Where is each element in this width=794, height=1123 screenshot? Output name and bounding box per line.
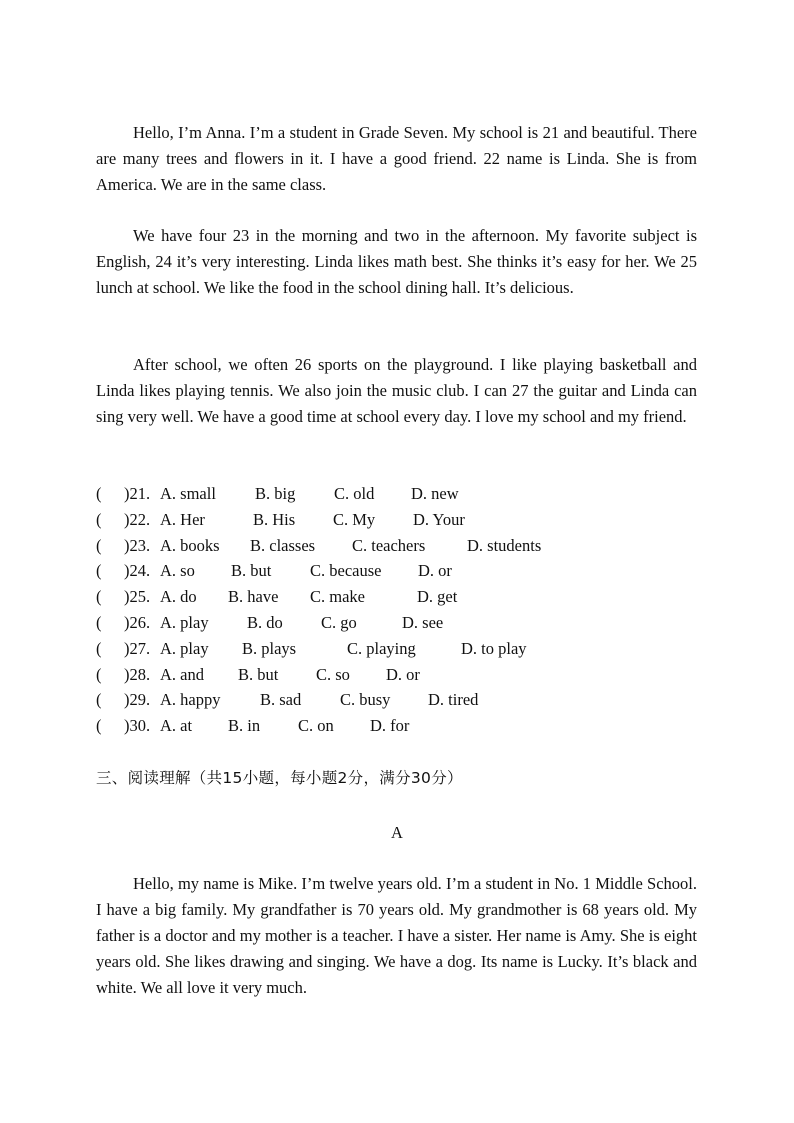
option-a: A. play (160, 612, 209, 632)
section-heading: 三、阅读理解（共15小题，每小题2分，满分30分） (96, 769, 463, 787)
option-c: C. My (333, 509, 376, 529)
question-number: )26. (124, 612, 151, 632)
question-row (96, 636, 716, 662)
answer-blank-open: ( (96, 484, 102, 503)
answer-blank-open: ( (96, 716, 102, 736)
answer-blank-open: ( (96, 509, 102, 529)
option-b: B. sad (260, 690, 302, 710)
option-d: D. see (402, 612, 444, 632)
question-row (96, 713, 716, 739)
question-row (96, 584, 716, 610)
option-a: A. and (160, 664, 204, 684)
option-b: B. do (247, 612, 283, 632)
question-row (96, 687, 716, 713)
option-d: D. Your (413, 509, 465, 529)
question-row (96, 662, 716, 688)
answer-options-list (96, 481, 716, 739)
option-c: C. busy (340, 690, 391, 710)
option-c: C. on (298, 716, 334, 736)
option-c: C. old (334, 484, 375, 503)
question-number: )28. (124, 664, 151, 684)
question-number: )25. (124, 587, 151, 607)
option-a: A. play (160, 638, 209, 658)
answer-blank-open: ( (96, 535, 102, 555)
question-number: )21. (124, 484, 151, 503)
question-row (96, 507, 716, 533)
option-d: D. students (467, 535, 542, 555)
option-a: A. small (160, 484, 216, 503)
option-d: D. tired (428, 690, 479, 710)
answer-blank-open: ( (96, 612, 102, 632)
option-b: B. plays (242, 638, 297, 658)
cloze-paragraph-3: After school, we often 26 sports on the playground. I like playing basketball and Linda likes playing tennis. We also join the music club. I can 27 the guitar and Linda can sing very well. We have a good time at school every day. I love my school and my friend. (96, 355, 697, 426)
passage-letter: A (391, 823, 403, 842)
option-b: B. in (228, 716, 261, 736)
question-number: )24. (124, 561, 151, 581)
option-b: B. big (255, 484, 296, 503)
option-c: C. make (310, 587, 365, 607)
question-row (96, 558, 716, 584)
question-row (96, 610, 716, 636)
option-a: A. do (160, 587, 197, 607)
cloze-paragraph-1: Hello, I’m Anna. I’m a student in Grade Seven. My school is 21 and beautiful. There are many trees and flowers in it. I have a good friend. 22 name is Linda. She is from America. We are in the same class. (96, 123, 697, 194)
option-b: B. classes (250, 535, 316, 555)
option-a: A. happy (160, 690, 221, 710)
question-row (96, 481, 716, 507)
option-c: C. teachers (352, 535, 426, 555)
option-a: A. so (160, 561, 195, 581)
option-d: D. or (418, 561, 452, 581)
option-b: B. His (253, 509, 296, 529)
option-c: C. because (310, 561, 382, 581)
answer-blank-open: ( (96, 690, 102, 710)
question-number: )22. (124, 509, 151, 529)
reading-paragraph-a: Hello, my name is Mike. I’m twelve years old. I’m a student in No. 1 Middle School. I have a big family. My grandfather is 70 years old. My grandmother is 68 years old. My father is a doctor and my mother is a teacher. I have a sister. Her name is Amy. She is eight years old. She likes drawing and singing. We have a dog. Its name is Lucky. It’s black and white. We all love it very much. (96, 874, 697, 997)
option-d: D. for (370, 716, 410, 736)
question-number: )27. (124, 638, 151, 658)
option-b: B. have (228, 587, 279, 607)
option-d: D. or (386, 664, 420, 684)
option-a: A. Her (160, 509, 205, 529)
option-d: D. new (411, 484, 459, 503)
cloze-paragraph-2: We have four 23 in the morning and two in the afternoon. My favorite subject is English, 24 it’s very interesting. Linda likes math best. She thinks it’s easy for her. We 25 lunch at school. We like the food in the school dining hall. It’s delicious. (96, 226, 697, 297)
option-a: A. books (160, 535, 220, 555)
option-c: C. playing (347, 638, 416, 658)
question-row (96, 533, 716, 559)
question-number: )29. (124, 690, 151, 710)
option-d: D. to play (461, 638, 527, 658)
answer-blank-open: ( (96, 561, 102, 581)
option-b: B. but (238, 664, 279, 684)
answer-blank-open: ( (96, 638, 102, 658)
option-b: B. but (231, 561, 272, 581)
question-number: )30. (124, 716, 151, 736)
option-a: A. at (160, 716, 193, 736)
answer-blank-open: ( (96, 664, 102, 684)
option-c: C. so (316, 664, 350, 684)
option-d: D. get (417, 587, 458, 607)
option-c: C. go (321, 612, 357, 632)
question-number: )23. (124, 535, 151, 555)
answer-blank-open: ( (96, 587, 102, 607)
